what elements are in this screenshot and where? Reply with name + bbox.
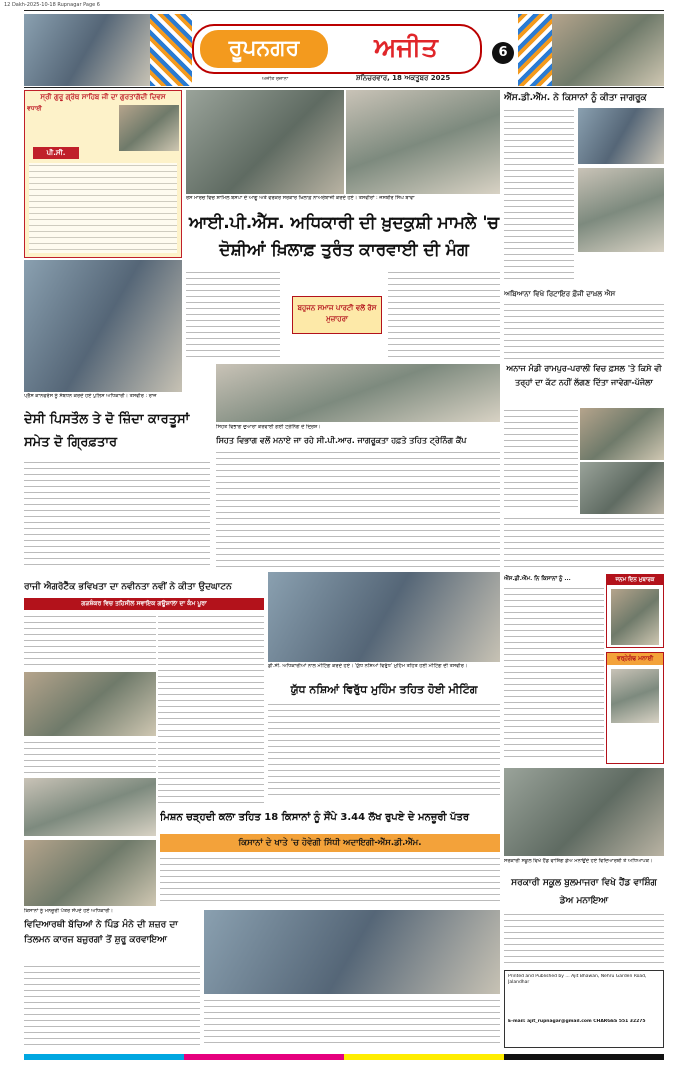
mla-photo-group	[24, 778, 156, 836]
cheque-caption: ਕਿਸਾਨਾਂ ਨੂੰ ਮਨਜ਼ੂਰੀ ਪੱਤਰ ਸੌਂਪਦੇ ਹੋਏ ਅਧਿਕਾਰੀ।	[24, 908, 114, 914]
mla-subheadline: ਗੜਸ਼ੰਕਰ ਵਿਚ ਤਹਿਸੀਲ ਸਵਾਇਕ ਗਊਸ਼ਾਲਾ ਦਾ ਕੰਮ ਪੂਰਾ	[24, 598, 264, 610]
anniversary-photo	[611, 669, 659, 723]
top-story-col1	[186, 270, 280, 358]
pistol-text	[24, 460, 210, 568]
birthday-title: ਜਨਮ ਦਿਨ ਮੁਬਾਰਕ	[607, 575, 663, 585]
birthday-photo	[611, 589, 659, 645]
mla-headline: ਰਾਜੀ ਐਗਰੋਟੈੱਕ ਭਵਿਖਤਾ ਦਾ ਨਵੀਨਤਾ ਨਵੀਂ ਨੇ ਕੀਤਾ ਉਦਘਾਟਨ	[24, 582, 232, 592]
edition-name-box: ਰੂਪਨਗਰ	[200, 30, 328, 68]
top-headline: ਆਈ.ਪੀ.ਐੱਸ. ਅਧਿਕਾਰੀ ਦੀ ਖ਼ੁਦਕੁਸ਼ੀ ਮਾਮਲੇ 'ਚ ਦੋਸ਼ੀਆਂ ਖ਼ਿਲਾਫ਼ ਤੁਰੰਤ ਕਾਰਵਾਈ ਦੀ ਮੰਗ	[189, 213, 499, 260]
imprint-box	[504, 970, 664, 1048]
right-mid-text	[504, 302, 664, 360]
school-headline: ਸਰਕਾਰੀ ਸਕੂਲ ਬੁਲਮਾਜਰਾ ਵਿਖੇ ਹੈਂਡ ਵਾਸ਼ਿੰਗ ਡੇਅ ਮਨਾਇਆ	[511, 878, 657, 906]
imprint-text: Printed and Published by ... Ajit Bhawan, Nehru Garden Road, Jalandhar	[508, 974, 647, 985]
mla-text2	[24, 740, 156, 774]
kisan-text	[160, 856, 500, 906]
masthead-rule	[24, 87, 664, 88]
top-pullquote: ਬਹੁਜਨ ਸਮਾਜ ਪਾਰਟੀ ਵਲੋਂ ਰੋਸ ਮੁਜ਼ਾਹਰਾ	[292, 296, 382, 334]
ad-subtitle: ਵਧਾਈ	[27, 105, 42, 112]
student-text2	[204, 998, 500, 1048]
school-text	[504, 912, 664, 966]
ad-image-temple	[119, 105, 179, 151]
top-photo-memorandum	[346, 90, 500, 194]
cheque-headline: ਮਿਸ਼ਨ ਚੜ੍ਹਦੀ ਕਲਾ ਤਹਿਤ 18 ਕਿਸਾਨਾਂ ਨੂੰ ਸੌਂਪੇ 3.44 ਲੱਖ ਰੁਪਏ ਦੇ ਮਨਜ਼ੂਰੀ ਪੱਤਰ	[160, 812, 470, 823]
right-top-headline: ਐੱਸ.ਡੀ.ਐੱਮ. ਨੇ ਕਿਸਾਨਾਂ ਨੂੰ ਕੀਤਾ ਜਾਗਰੂਕ	[504, 93, 647, 103]
student-text	[24, 964, 200, 1048]
meeting-headline: ਯੁੱਧ ਨਸ਼ਿਆਂ ਵਿਰੁੱਧ ਮੁਹਿੰਮ ਤਹਿਤ ਹੋਈ ਮੀਟਿੰਗ	[290, 683, 478, 696]
anniversary-box	[606, 652, 664, 764]
mla-photo-ribbon	[24, 672, 156, 736]
anaj-text	[504, 408, 578, 512]
registration-bar	[24, 1054, 664, 1060]
masthead-date: ਸ਼ਨਿਚਰਵਾਰ, 18 ਅਕਤੂਬਰ 2025	[356, 74, 451, 82]
mla-text	[24, 614, 156, 668]
top-story-col2	[388, 270, 500, 358]
meeting-photo	[268, 572, 500, 662]
sihat-headline: ਸਿਹਤ ਵਿਭਾਗ ਵਲੋਂ ਮਨਾਏ ਜਾ ਰਹੇ ਸੀ.ਪੀ.ਆਰ. ਜਾਗਰੂਕਤਾ ਹਫ਼ਤੇ ਤਹਿਤ ਟ੍ਰੇਨਿੰਗ ਕੈਂਪ	[216, 436, 467, 445]
imprint-contact: E-mail: ajit_rupnagar@gmail.com CHARGES 551 32275	[508, 1019, 646, 1024]
anaj-headline: ਅਨਾਜ ਮੰਡੀ ਰਾਮਪੁਰ-ਪਰਾਲੀ ਵਿਚ ਫ਼ਸਲ 'ਤੇ ਕਿਸੇ ਵੀ ਤਰ੍ਹਾਂ ਦਾ ਕੱਟ ਨਹੀਂ ਲੱਗਣ ਦਿੱਤਾ ਜਾਵੇਗਾ-ਪੱਜੋਲਾ	[506, 364, 662, 387]
mla-text3	[158, 614, 264, 804]
ad-title: ਸ੍ਰੀ ਗੁਰੂ ਗ੍ਰੰਥ ਸਾਹਿਬ ਜੀ ਦਾ ਗੁਰਤਾਗੱਦੀ ਦਿਵਸ	[40, 93, 166, 101]
top-rule	[24, 10, 664, 11]
meeting-text	[268, 702, 500, 798]
anaj-text2	[504, 516, 664, 568]
masthead-sublabel: ਅਜੀਤ ਰੋਜ਼ਾਨਾ	[262, 76, 289, 82]
kisan-headline: ਕਿਸਾਨਾਂ ਦੇ ਖਾਤੇ 'ਚ ਹੋਵੇਗੀ ਸਿੱਧੀ ਅਦਾਇਗੀ-ਐੱਸ.ਡੀ.ਐੱਮ.	[160, 834, 500, 852]
school-caption: ਸਰਕਾਰੀ ਸਕੂਲ ਵਿਖੇ ਹੈਂਡ ਵਾਸ਼ਿੰਗ ਡੇਅ ਮਨਾਉਂਦੇ ਹੋਏ ਵਿਦਿਆਰਥੀ ਤੇ ਅਧਿਆਪਕ।	[504, 858, 653, 864]
pistol-headline: ਦੇਸੀ ਪਿਸਤੌਲ ਤੇ ਦੋ ਜ਼ਿੰਦਾ ਕਾਰਤੂਸਾਂ ਸਮੇਤ ਦੋ ਗ੍ਰਿਫ਼ਤਾਰ	[24, 412, 190, 450]
left-ad	[24, 90, 182, 258]
ad-box-label: ਪੀ.ਸੀ.	[33, 147, 79, 159]
birthday-box	[606, 574, 664, 648]
print-slug: 12 Dakh-2025-10-18 Rupnagar Page 6	[4, 2, 100, 8]
cheque-photo-left	[24, 840, 156, 906]
masthead-pattern-right	[518, 14, 552, 86]
meeting-caption: ਡੀ.ਸੀ. ਅਧਿਕਾਰੀਆਂ ਨਾਲ ਮੀਟਿੰਗ ਕਰਦੇ ਹੋਏ। 'ਯੁੱਧ ਨਸ਼ਿਆਂ ਵਿਰੁੱਧ' ਮੁਹਿੰਮ ਤਹਿਤ ਹੋਈ ਮੀਟਿੰਗ ਦੀ ਤਸਵੀਰ।	[268, 663, 468, 669]
right-top-photo2	[578, 168, 664, 252]
ad-text	[29, 163, 177, 253]
continued-text	[504, 586, 604, 762]
paper-name: ਅਜੀਤ	[374, 33, 438, 63]
sihat-text	[216, 450, 500, 568]
masthead-pattern	[150, 14, 192, 86]
top-photo-march	[186, 90, 344, 194]
right-mid-headline: ਅਬਿਆਨਾ ਵਿਖੇ ਰਿਟਾਇਰ ਫ਼ੌਜੀ ਦਾਖ਼ਲ ਐਸ	[504, 290, 616, 298]
student-photo	[204, 910, 500, 994]
masthead-skyline-right	[552, 14, 664, 86]
police-photo	[24, 260, 182, 392]
page-number: 6	[492, 42, 514, 64]
anaj-photo1	[580, 408, 664, 460]
right-top-photo1	[578, 108, 664, 164]
sihat-photo	[216, 364, 500, 422]
student-headline: ਵਿਦਿਆਰਥੀ ਬੱਚਿਆਂ ਨੇ ਪਿੰਡ ਮੰਨੇ ਦੀ ਸ਼ਜ਼ਰ ਦਾ ਤਿਲਮਨ ਕਾਰਜ ਬਜ਼ੁਰਗਾਂ ਤੋਂ ਸ਼ੁਰੂ ਕਰਵਾਇਆ	[24, 920, 178, 945]
police-caption: ਪ੍ਰੈੱਸ ਕਾਨਫਰੰਸ ਨੂੰ ਸੰਬੋਧਨ ਕਰਦੇ ਹੋਏ ਪੁਲਿਸ ਅਧਿਕਾਰੀ। ਤਸਵੀਰ : ਰਾਜ	[24, 393, 157, 399]
right-top-text	[504, 108, 574, 284]
sihat-caption: ਸਿਹਤ ਵਿਭਾਗ ਦੁਆਰਾ ਕਰਵਾਈ ਗਈ ਟ੍ਰੇਨਿੰਗ ਦੇ ਦ੍ਰਿਸ਼।	[216, 424, 321, 430]
masthead-banner	[192, 24, 482, 74]
school-photo	[504, 768, 664, 856]
masthead-skyline-left	[24, 14, 150, 86]
top-photo-caption: ਰੋਸ ਮਾਰਚ ਵਿਚ ਸ਼ਾਮਿਲ ਬਸਪਾ ਦੇ ਆਗੂ ਅਤੇ ਵਰਕਰ ਸਰਕਾਰ ਖ਼ਿਲਾਫ਼ ਨਾਅਰੇਬਾਜ਼ੀ ਕਰਦੇ ਹੋਏ। ਤਸਵੀਰਾਂ : ਜਸਬੀਰ ਸਿੰਘ ਬਾਵਾ	[186, 195, 415, 201]
anniversary-title: ਵਰ੍ਹੇਗੰਢ ਮਨਾਈ	[607, 653, 663, 665]
continued-tag: ਐੱਸ.ਡੀ.ਐੱਮ. ਨਿ ਕਿਸਾਨਾਂ ਨੂੰ ...	[504, 576, 571, 582]
anaj-photo2	[580, 462, 664, 514]
